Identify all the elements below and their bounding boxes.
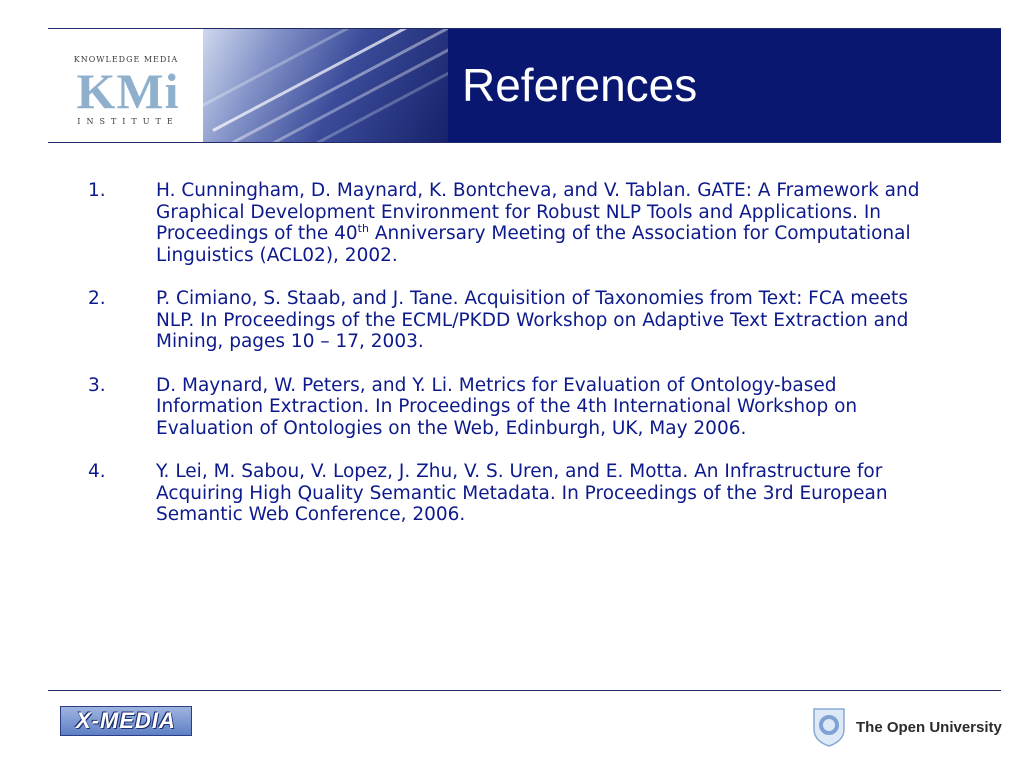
x-media-logo: X-MEDIA <box>60 706 192 736</box>
kmi-logo-top-text: KNOWLEDGE MEDIA <box>73 55 179 64</box>
page-title: References <box>462 59 698 111</box>
reference-item <box>88 461 948 526</box>
banner-image <box>203 29 448 142</box>
reference-number: 4. <box>88 461 106 482</box>
open-university-shield-icon <box>812 707 846 747</box>
reference-text: D. Maynard, W. Peters, and Y. Li. Metrics for Evaluation of Ontology-based Information Extraction. In Proceedings of the 4th International Workshop on Evaluation of Ontologies on the Web, Edinburgh, UK, May 2006. <box>156 374 858 439</box>
reference-text: Y. Lei, M. Sabou, V. Lopez, J. Zhu, V. S. Uren, and E. Motta. An Infrastructure for Acquiring High Quality Semantic Metadata. In Proceedings of the 3rd European Semantic Web Conference, 2006. <box>156 461 888 525</box>
reference-item <box>88 288 948 353</box>
open-university-logo <box>812 706 1002 748</box>
kmi-logo <box>48 29 203 142</box>
reference-item <box>88 180 948 266</box>
superscript: th <box>357 221 369 235</box>
reference-number: 3. <box>88 374 106 396</box>
reference-number: 1. <box>88 180 106 201</box>
footer-rule <box>48 690 1001 691</box>
reference-item <box>88 375 948 440</box>
header-bottom-rule <box>48 142 1001 143</box>
reference-text: P. Cimiano, S. Staab, and J. Tane. Acquisition of Taxonomies from Text: FCA meets NLP. In Proceedings of the ECML/PKDD Workshop on Adaptive Text Extraction and Mining, pages 10 – 17, 2003. <box>156 288 909 352</box>
reference-number: 2. <box>88 288 106 309</box>
references-list <box>88 180 948 548</box>
kmi-logo-bottom-text: INSTITUTE <box>77 117 179 126</box>
reference-text: H. Cunningham, D. Maynard, K. Bontcheva, and V. Tablan. GATE: A Framework and Graphical Development Environment for Robust NLP Tools and Applications. In Proceedings of the 40th Anniversary Meeting of the Association for Computational Linguistics (ACL02), 2002. <box>156 180 920 266</box>
kmi-logo-main-text: KMi <box>76 63 180 119</box>
open-university-name: The Open University <box>856 718 1002 736</box>
